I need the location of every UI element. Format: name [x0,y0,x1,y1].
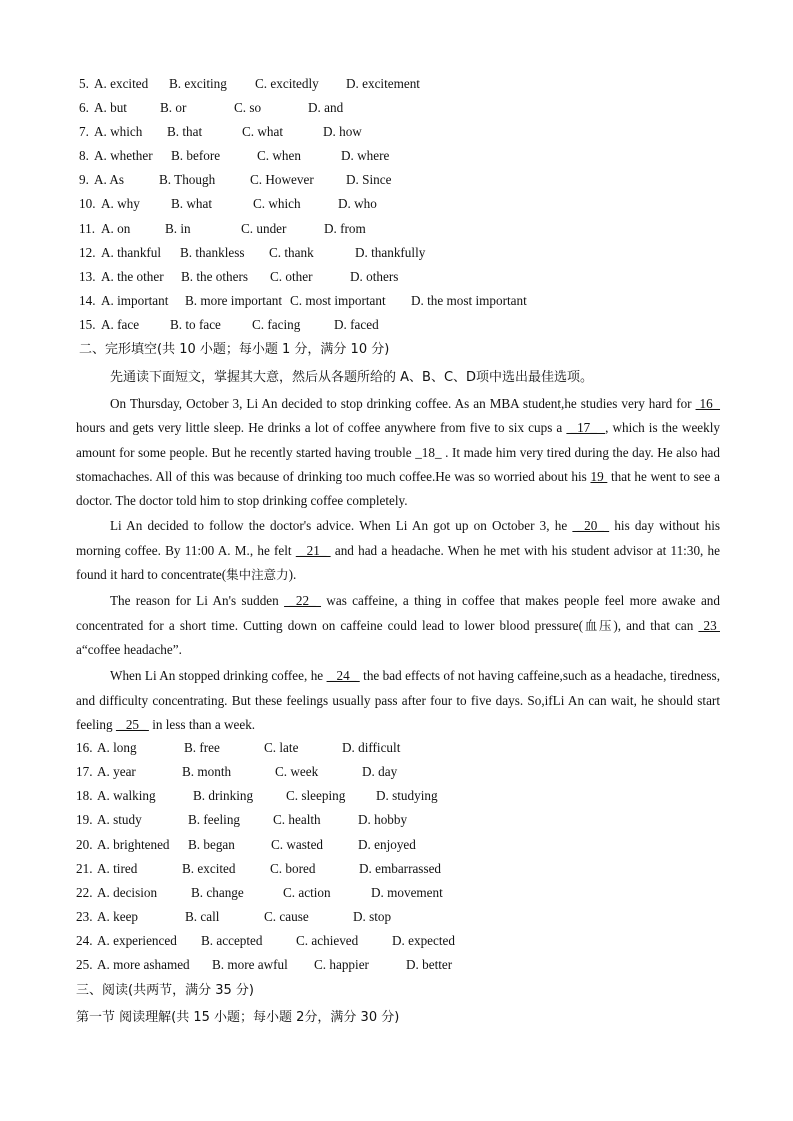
option-d: D. hobby [358,812,408,827]
option-c: C. which [253,196,301,211]
option-d: D. difficult [342,740,401,755]
option-a: A. important [101,293,169,308]
question-number: 24. [76,933,93,948]
question-number: 20. [76,837,93,852]
question-number: 6. [79,100,89,115]
option-c: C. week [275,764,319,779]
option-d: D. and [308,100,344,115]
option-b: B. Though [159,172,216,187]
section-heading: 三、阅读(共两节，满分 35 分) [76,983,254,998]
option-a: A. thankful [101,245,162,260]
option-d: D. how [323,124,362,139]
option-d: D. thankfully [355,245,426,260]
option-b: B. free [184,740,220,755]
option-d: D. Since [346,172,392,187]
option-c: C. other [270,269,313,284]
option-c: C. thank [269,245,314,260]
blank-18: _18_ [415,444,446,460]
question-number: 16. [76,740,93,755]
option-a: A. which [94,124,143,139]
option-b: B. call [185,909,220,924]
option-a: A. face [101,317,140,332]
option-c: C. happier [314,957,369,972]
option-c: C. cause [264,909,309,924]
option-a: A. As [94,172,125,187]
option-b: B. thankless [180,245,245,260]
option-c: C. so [234,100,262,115]
option-b: B. in [165,221,191,236]
option-c: C. what [242,124,284,139]
option-c: C. under [241,221,287,236]
option-d: D. expected [392,933,455,948]
question-number: 7. [79,124,89,139]
option-c: C. sleeping [286,788,346,803]
option-d: D. from [324,221,366,236]
option-d: D. faced [334,317,379,332]
option-d: D. day [362,764,398,779]
blank-16: 16 [695,396,721,411]
option-b: B. the others [181,269,249,284]
blank-24: _24_ [326,668,360,684]
option-b: B. to face [170,317,221,332]
option-d: D. excitement [346,76,420,91]
option-b: B. drinking [193,788,254,803]
option-c: C. most important [290,293,386,308]
option-a: A. excited [94,76,149,91]
question-number: 14. [79,293,96,308]
option-a: A. study [97,812,142,827]
question-number: 22. [76,885,93,900]
option-d: D. who [338,196,377,211]
option-b: B. feeling [188,812,241,827]
option-b: B. month [182,764,232,779]
option-d: D. where [341,148,390,163]
question-number: 17. [76,764,93,779]
question-number: 23. [76,909,93,924]
passage-paragraph: Li An decided to follow the doctor's advice. When Li An got up on October 3, he _20_ his day without his morning coffee. By 11:00 A. M., he felt _21_ and had a headache. When he met with his student advisor at 11:30, he found it hard to concentrate(集中注意力). [76,518,721,583]
question-number: 18. [76,788,93,803]
question-number: 8. [79,148,89,163]
option-d: D. stop [353,909,392,924]
blank-23: 23 [698,617,720,633]
option-b: B. accepted [201,933,263,948]
question-number: 10. [79,196,96,211]
option-b: B. change [191,885,244,900]
question-number: 21. [76,861,93,876]
option-d: D. others [350,269,399,284]
option-d: D. studying [376,788,438,803]
option-c: C. excitedly [255,76,319,91]
option-c: C. action [283,885,331,900]
option-a: A. more ashamed [97,957,190,972]
question-number: 25. [76,957,93,972]
option-b: B. exciting [169,76,227,91]
option-a: A. but [94,100,127,115]
blank-22: _22_ [284,593,322,609]
option-c: C. However [250,172,314,187]
option-a: A. long [97,740,137,755]
option-c: C. bored [270,861,316,876]
option-b: B. that [167,124,203,139]
option-a: A. keep [97,909,139,924]
option-c: C. health [273,812,321,827]
passage-paragraph: When Li An stopped drinking coffee, he _24_ the bad effects of not having caffeine,such as a headache, tiredness, and difficulty concentrating. But these feelings usually pass after four to five days. So,ifLi An can wait, he should start feeling _25_ in less than a week. [76,668,720,732]
passage-paragraph: The reason for Li An's sudden _22_ was caffeine, a thing in coffee that makes people feel more awake and concentrated for a short time. Cutting down on caffeine could lead to lower blood pressure(血压), and that can 23 a“coffee headache”. [76,593,720,657]
section-instruction: 先通读下面短文，掌握其大意，然后从各题所给的 A、B、C、D项中选出最佳选项。 [110,370,594,385]
option-b: B. or [160,100,187,115]
option-d: D. embarrassed [359,861,442,876]
option-c: C. when [257,148,301,163]
section-heading: 二、完形填空(共 10 小题；每小题 1 分，满分 10 分) [79,342,390,357]
blank-17: _17_ [566,420,606,436]
option-c: C. wasted [271,837,324,852]
question-number: 19. [76,812,93,827]
blank-25: _25_ [115,716,149,732]
question-number: 15. [79,317,96,332]
blank-19: 19 [590,468,608,484]
option-a: A. experienced [97,933,177,948]
option-c: C. facing [252,317,301,332]
blank-21: _21_ [295,542,331,558]
option-b: B. began [188,837,235,852]
option-a: A. whether [94,148,153,163]
option-a: A. the other [101,269,164,284]
option-a: A. decision [97,885,158,900]
option-b: B. what [171,196,213,211]
option-d: D. better [406,957,453,972]
option-d: D. movement [371,885,443,900]
option-a: A. why [101,196,140,211]
option-b: B. excited [182,861,236,876]
subsection-heading: 第一节 阅读理解(共 15 小题；每小题 2分，满分 30 分) [76,1010,400,1025]
option-a: A. year [97,764,136,779]
question-number: 5. [79,76,89,91]
option-b: B. before [171,148,221,163]
option-a: A. tired [97,861,138,876]
option-a: A. brightened [97,837,170,852]
option-b: B. more awful [212,957,288,972]
option-d: D. enjoyed [358,837,416,852]
cloze-passage [76,392,720,737]
question-number: 11. [79,221,95,236]
passage-paragraph: On Thursday, October 3, Li An decided to stop drinking coffee. As an MBA student,he studies very hard for 16 hours and gets very little sleep. He drinks a lot of coffee anywhere from five to six cups a _17_ , which is the weekly amount for some people. But he recently started having trouble _18_ . It made him very tired during the day. He also had stomachaches. All of this was because of drinking too much coffee.He was so worried about his 19 that he went to see a doctor. The doctor told him to stop drinking coffee completely. [76,396,721,509]
blank-20: _20_ [572,518,610,534]
option-a: A. walking [97,788,156,803]
option-b: B. more important [185,293,283,308]
option-c: C. late [264,740,299,755]
question-number: 9. [79,172,89,187]
question-number: 13. [79,269,96,284]
option-c: C. achieved [296,933,359,948]
question-number: 12. [79,245,96,260]
option-a: A. on [101,221,131,236]
option-d: D. the most important [411,293,527,308]
